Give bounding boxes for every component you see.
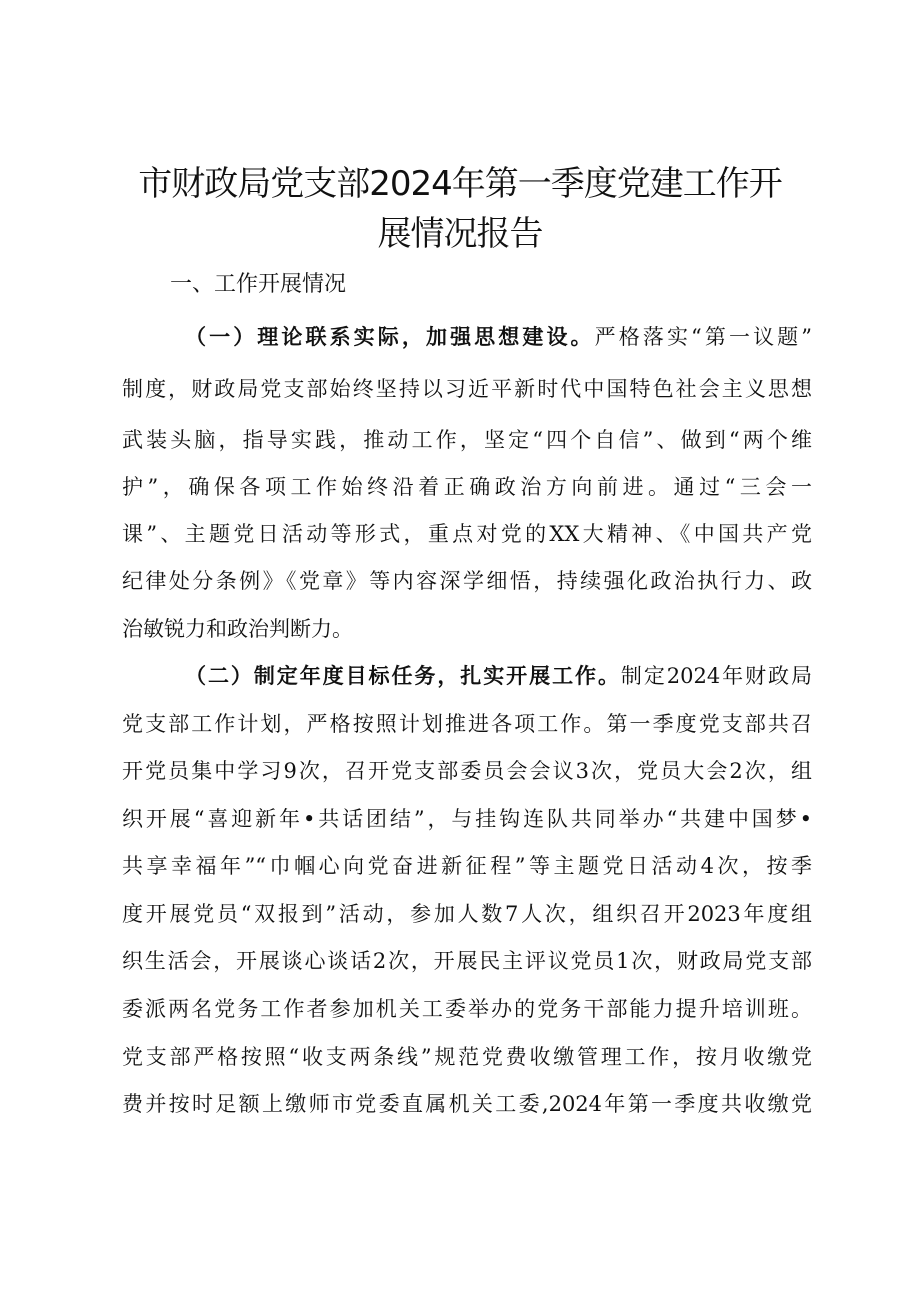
para2-line-10: 费并按时足额上缴师市党委直属机关工委,2024年第一季度共收缴党 xyxy=(122,1092,812,1116)
para1-line-1-text: 严格落实“第一议题” xyxy=(594,325,812,349)
para1-line-3: 武装头脑，指导实践，推动工作，坚定“四个自信”、做到“两个维 xyxy=(122,428,812,452)
para2-line-2: 党支部工作计划，严格按照计划推进各项工作。第一季度党支部共召 xyxy=(122,712,812,736)
para2-line-1 xyxy=(185,661,812,691)
para2-line-7: 织生活会，开展谈心谈话2次，开展民主评议党员1次，财政局党支部 xyxy=(122,949,812,973)
para2-line-4: 织开展“喜迎新年•共话团结”，与挂钩连队共同举办“共建中国梦• xyxy=(122,807,812,831)
para1-line-4: 护”，确保各项工作始终沿着正确政治方向前进。通过“三会一 xyxy=(122,475,812,499)
para1-line-2: 制度，财政局党支部始终坚持以习近平新时代中国特色社会主义思想 xyxy=(122,377,812,401)
para2-line-8: 委派两名党务工作者参加机关工委举办的党务干部能力提升培训班。 xyxy=(122,997,812,1021)
para2-line-1-text: 制定2024年财政局 xyxy=(620,664,813,688)
para1-line-1 xyxy=(185,322,812,352)
para2-line-6: 度开展党员“双报到”活动，参加人数7人次，组织召开2023年度组 xyxy=(122,902,812,926)
para1-line-7: 治敏锐力和政治判断力。 xyxy=(122,617,353,641)
document-title-line-1: 市财政局党支部2024年第一季度党建工作开 xyxy=(138,164,782,204)
para1-line-6: 纪律处分条例》《党章》等内容深学细悟，持续强化政治执行力、政 xyxy=(122,569,812,593)
para2-line-3: 开党员集中学习9次，召开党支部委员会会议3次，党员大会2次，组 xyxy=(122,759,812,783)
document-title-line-2: 展情况报告 xyxy=(377,214,543,254)
section-heading-work-progress: 一、工作开展情况 xyxy=(170,272,347,297)
para2-line-5: 共享幸福年”“巾帼心向党奋进新征程”等主题党日活动4次，按季 xyxy=(122,854,812,878)
para2-line-9: 党支部严格按照“收支两条线”规范党费收缴管理工作，按月收缴党 xyxy=(122,1045,812,1069)
para1-lead-heading: （一）理论联系实际，加强思想建设。 xyxy=(185,325,595,349)
para2-lead-heading: （二）制定年度目标任务，扎实开展工作。 xyxy=(185,664,621,688)
para1-line-5: 课”、主题党日活动等形式，重点对党的XX大精神、《中国共产党 xyxy=(122,522,812,546)
